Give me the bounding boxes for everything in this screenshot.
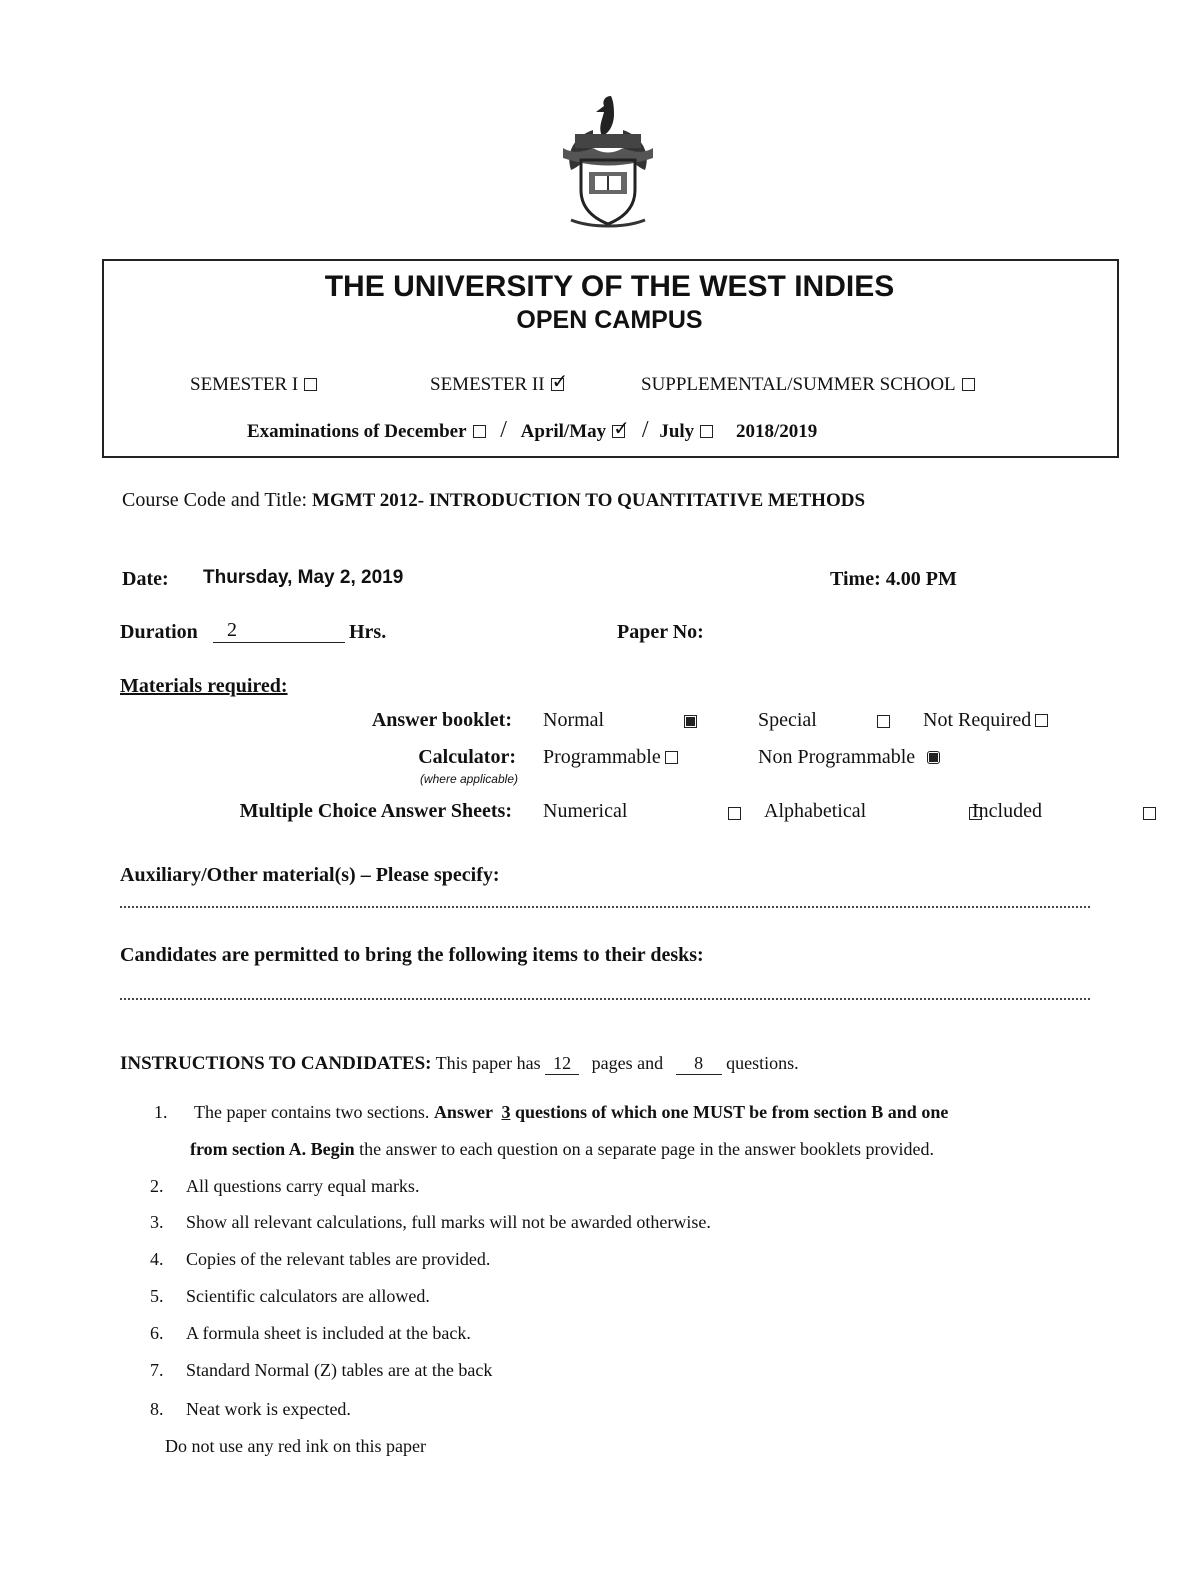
course-title: MGMT 2012- INTRODUCTION TO QUANTITATIVE METHODS (312, 490, 866, 511)
semester-2-checkbox[interactable] (551, 378, 564, 391)
time-row (830, 568, 957, 591)
instruction-number: 6. (150, 1323, 164, 1343)
instruction-text: Neat work is expected. (186, 1399, 351, 1419)
instruction-number: 7. (150, 1360, 164, 1380)
instruction-text: Standard Normal (Z) tables are at the back (186, 1360, 493, 1380)
time-value: 4.00 PM (885, 568, 957, 590)
instruction-1-part-b: Answer (433, 1102, 493, 1122)
page-count: 12 (545, 1053, 579, 1075)
instruction-number: 4. (150, 1249, 164, 1269)
included-label: Included (972, 800, 1042, 822)
not-required-label: Not Required (923, 709, 1032, 731)
duration-value: 2 (213, 619, 345, 643)
july-checkbox[interactable] (700, 425, 713, 438)
question-count: 8 (676, 1053, 722, 1075)
numerical-label: Numerical (543, 800, 628, 822)
normal-checkbox[interactable] (684, 715, 697, 728)
programmable-checkbox[interactable] (665, 751, 678, 764)
semester-1-checkbox[interactable] (304, 378, 317, 391)
instruction-1-part-g: the answer to each question on a separate page in the answer booklets provided. (359, 1139, 934, 1159)
separator: / (641, 417, 649, 443)
not-required-checkbox[interactable] (1035, 714, 1048, 727)
materials-heading: Materials required: (120, 675, 288, 697)
instruction-number: 5. (150, 1286, 164, 1306)
programmable-option (543, 746, 678, 769)
instruction-text: A formula sheet is included at the back. (186, 1323, 471, 1343)
numerical-checkbox[interactable] (728, 807, 741, 820)
instruction-text: All questions carry equal marks. (186, 1176, 420, 1196)
date-value: Thursday, May 2, 2019 (203, 567, 404, 588)
instruction-text: Scientific calculators are allowed. (186, 1286, 430, 1306)
semester-2-option (430, 374, 564, 396)
campus-title: OPEN CAMPUS (516, 306, 703, 334)
instruction-text: Copies of the relevant tables are provided. (186, 1249, 491, 1269)
april-may-label: April/May (520, 421, 607, 442)
not-required-option (923, 709, 1048, 732)
calculator-label: Calculator: (418, 746, 516, 768)
calculator-note: (where applicable) (419, 772, 518, 786)
mc-answer-sheets-label: Multiple Choice Answer Sheets: (239, 800, 512, 822)
non-programmable-option (758, 746, 940, 769)
instruction-1-part-e: from section A. (190, 1139, 307, 1159)
non-programmable-label: Non Programmable (758, 746, 916, 768)
normal-label: Normal (543, 709, 605, 731)
instruction-1-part-a: The paper contains two sections. (194, 1102, 430, 1122)
course-label: Course Code and Title: (122, 489, 308, 511)
included-checkbox[interactable] (1143, 807, 1156, 820)
instructions-heading: INSTRUCTIONS TO CANDIDATES: (120, 1053, 432, 1074)
auxiliary-fill-line[interactable] (120, 906, 1090, 908)
questions-post-text: questions. (726, 1053, 799, 1073)
course-row (122, 489, 865, 512)
non-programmable-checkbox[interactable] (927, 751, 940, 764)
semester-2-label: SEMESTER II (430, 374, 545, 395)
special-label: Special (758, 709, 817, 731)
exams-label: Examinations of December (247, 421, 467, 442)
programmable-label: Programmable (543, 746, 661, 768)
auxiliary-label: Auxiliary/Other material(s) – Please specify: (120, 864, 500, 886)
duration-label: Duration (120, 621, 198, 643)
date-label: Date: (122, 568, 169, 590)
instruction-item-continued (190, 1139, 934, 1160)
instruction-text (194, 1102, 948, 1123)
semester-1-option (190, 374, 317, 396)
permitted-items-label: Candidates are permitted to bring the following items to their desks: (120, 944, 704, 966)
answer-booklet-label: Answer booklet: (371, 709, 512, 731)
separator: / (500, 417, 507, 443)
university-crest-logo (553, 88, 663, 233)
university-title: THE UNIVERSITY OF THE WEST INDIES (324, 270, 895, 303)
supplemental-label: SUPPLEMENTAL/SUMMER SCHOOL (641, 374, 956, 395)
instruction-number: 2. (150, 1176, 164, 1196)
instruction-1-part-d: questions of which one MUST be from section B and one (514, 1102, 949, 1122)
instruction-text: Show all relevant calculations, full marks will not be awarded otherwise. (186, 1212, 711, 1232)
academic-year: 2018/2019 (735, 421, 818, 442)
instruction-number: 1. (154, 1102, 168, 1122)
july-label: July (659, 421, 695, 442)
instruction-1-part-f: Begin (310, 1139, 355, 1159)
semester-1-label: SEMESTER I (190, 374, 299, 395)
time-label: Time: (830, 568, 881, 590)
pages-mid-text: pages and (591, 1053, 664, 1073)
instruction-number: 3. (150, 1212, 164, 1232)
april-may-checkbox[interactable] (612, 425, 625, 438)
supplemental-checkbox[interactable] (962, 378, 975, 391)
december-checkbox[interactable] (473, 425, 486, 438)
instruction-number: 8. (150, 1399, 164, 1419)
special-checkbox[interactable] (877, 715, 890, 728)
permitted-items-fill-line[interactable] (120, 998, 1090, 1000)
duration-unit: Hrs. (349, 621, 387, 643)
supplemental-option (641, 374, 975, 396)
pages-pre-text: This paper has (435, 1053, 541, 1073)
instruction-1-count: 3 (501, 1102, 511, 1122)
exam-period-row (247, 417, 817, 444)
paper-no-label: Paper No: (617, 621, 704, 643)
instructions-row (120, 1053, 799, 1075)
red-ink-notice: Do not use any red ink on this paper (165, 1436, 426, 1456)
alphabetical-label: Alphabetical (764, 800, 867, 822)
